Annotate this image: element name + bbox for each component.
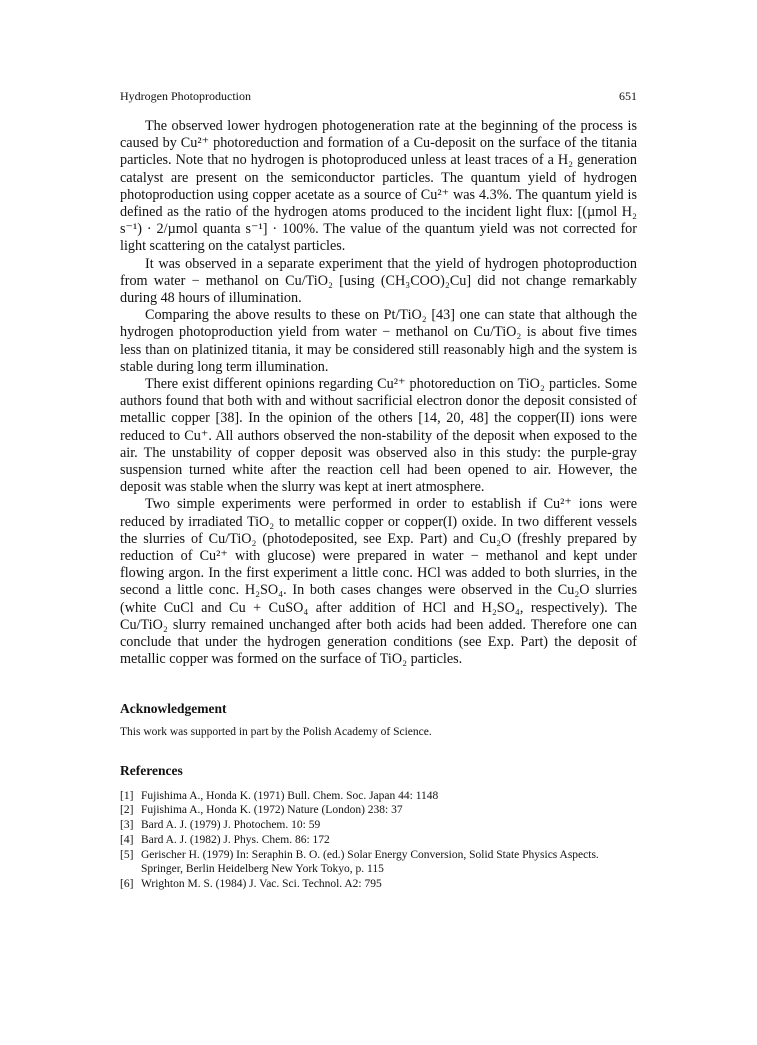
references-heading: References (120, 762, 183, 778)
page-number: 651 (619, 89, 637, 103)
reference-number: [3] (120, 819, 134, 832)
reference-item (120, 818, 637, 833)
reference-text: Bard A. J. (1979) J. Photochem. 10: 59 (141, 819, 321, 832)
paragraph: Two simple experiments were performed in order to establish if Cu²⁺ ions were reduced by irradiated TiO₂ to metallic copper or copper(I) oxide. In two different vessels the slurries of Cu/TiO₂ (photodeposited, see Exp. Part) and Cu₂O (freshly prepared by reduction of Cu²⁺ with glucose) were prepared in water − methanol and kept under flowing argon. In the first experiment a little conc. HCl was added to both slurries, in the second a little conc. H₂SO₄. In both cases changes were observed in the Cu₂O slurries (white CuCl and Cu + CuSO₄ after addition of HCl and H₂SO₄, respectively). The Cu/TiO₂ slurry remained unchanged after both acids had been added. Therefore one can conclude that under the hydrogen generation conditions (see Exp. Part) the deposit of metallic copper was formed on the surface of TiO₂ particles. (120, 496, 637, 668)
reference-item (120, 848, 637, 878)
reference-text: Fujishima A., Honda K. (1971) Bull. Chem. Soc. Japan 44: 1148 (141, 789, 439, 802)
reference-item (120, 803, 637, 818)
reference-number: [1] (120, 789, 134, 802)
reference-item (120, 789, 637, 804)
running-header (120, 88, 637, 104)
running-title: Hydrogen Photoproduction (120, 89, 251, 103)
reference-number: [6] (120, 878, 134, 891)
acknowledgement-heading: Acknowledgement (120, 700, 227, 716)
acknowledgement-text: This work was supported in part by the Polish Academy of Science. (120, 725, 432, 738)
paragraph: Comparing the above results to these on Pt/TiO₂ [43] one can state that although the hydrogen photoproduction yield from water − methanol on Cu/TiO₂ is about five times less than on platinized titania, it may be considered still reasonably high and the system is stable during long term illumination. (120, 307, 637, 375)
paragraph: There exist different opinions regarding Cu²⁺ photoreduction on TiO₂ particles. Some authors found that both with and without sacrificial electron donor the deposit consisted of metallic copper [38]. In the opinion of the others [14, 20, 48] the copper(II) ions were reduced to Cu⁺. All authors observed the non-stability of the deposit when exposed to the air. The unstability of copper deposit was observed also in this study: the purple-gray suspension turned white after the reaction cell had been opened to air. However, the deposit was stable when the slurry was kept at inert atmosphere. (120, 376, 637, 496)
body-text (120, 118, 637, 669)
reference-text: Bard A. J. (1982) J. Phys. Chem. 86: 172 (141, 833, 330, 846)
reference-text: Gerischer H. (1979) In: Seraphin B. O. (ed.) Solar Energy Conversion, Solid State Physics Aspects. Springer, Berlin Heidelberg New York Tokyo, p. 115 (141, 848, 599, 876)
page (120, 88, 637, 892)
reference-number: [5] (120, 848, 134, 861)
reference-number: [2] (120, 804, 134, 817)
paragraph: It was observed in a separate experiment that the yield of hydrogen photoproduction from water − methanol on Cu/TiO₂ [using (CH₃COO)₂Cu] did not change remarkably during 48 hours of illumination. (120, 255, 637, 307)
reference-text: Wrighton M. S. (1984) J. Vac. Sci. Technol. A2: 795 (141, 878, 382, 891)
reference-list (120, 789, 637, 893)
reference-text: Fujishima A., Honda K. (1972) Nature (London) 238: 37 (141, 804, 403, 817)
reference-item (120, 833, 637, 848)
reference-item (120, 877, 637, 892)
paragraph: The observed lower hydrogen photogeneration rate at the beginning of the process is caused by Cu²⁺ photoreduction and formation of a Cu-deposit on the surface of the titania particles. Note that no hydrogen is photoproduced unless at least traces of a H₂ generation catalyst are present on the semiconductor particles. The quantum yield of hydrogen photoproduction using copper acetate as a source of Cu²⁺ was 4.3%. The quantum yield is defined as the ratio of the hydrogen atoms produced to the incident light flux: [(µmol H₂ s⁻¹) · 2/µmol quanta s⁻¹] · 100%. The value of the quantum yield was not corrected for light scattering on the catalyst particles. (120, 118, 637, 255)
reference-number: [4] (120, 833, 134, 846)
